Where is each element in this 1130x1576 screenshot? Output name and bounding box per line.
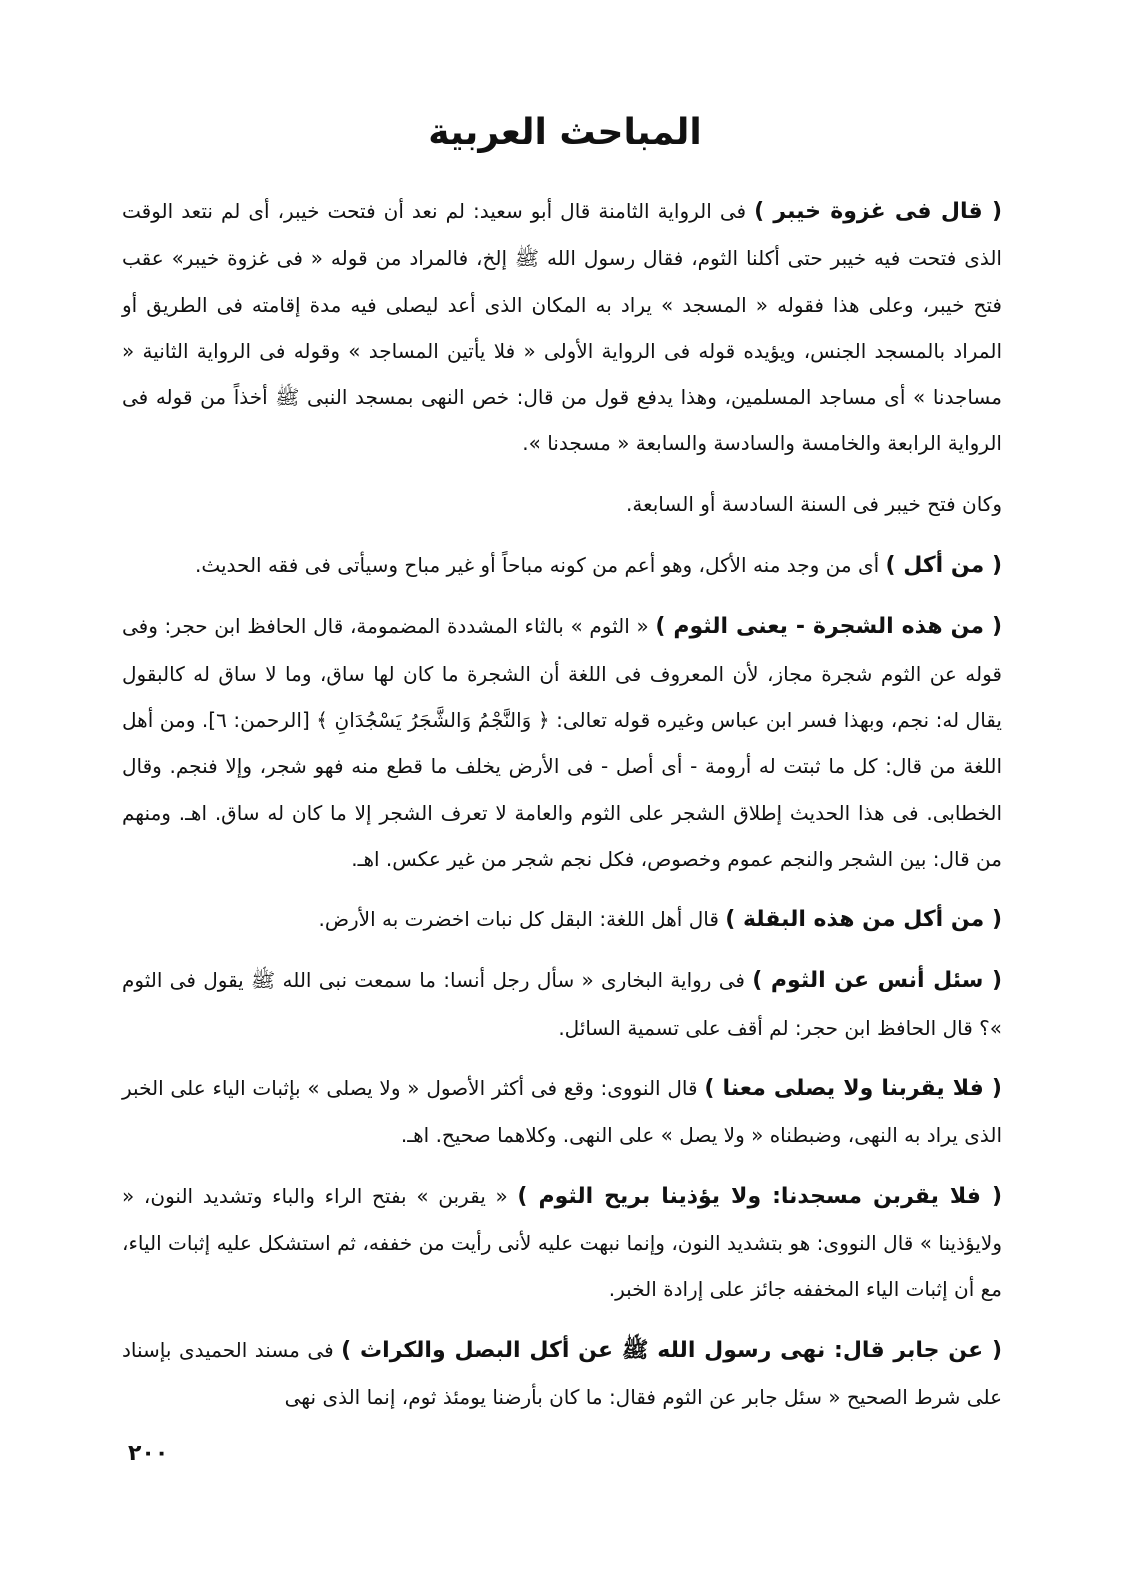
paragraph-lead: ( من هذه الشجرة - يعنى الثوم ) [655,614,1002,640]
page-title: المباحث العربية [428,112,702,153]
paragraph-text: قال النووى: وقع فى أكثر الأصول « ولا يصلى » بإثبات الياء على الخبر الذى يراد به النهى، وضبطناه « ولا يصل » على النهى. وكلاهما صحيح. اهـ. [122,1076,1002,1148]
paragraph-text: فى مسند الحميدى بإسناد على شرط الصحيح « سئل جابر عن الثوم فقال: ما كان بأرضنا يومئذ ثوم، إنما الذى نهى [122,1337,1002,1409]
paragraph-text: قال أهل اللغة: البقل كل نبات اخضرت به الأرض. [318,907,726,932]
paragraph-lead: ( فلا يقربنا ولا يصلى معنا ) [704,1076,1002,1102]
paragraph-anas [122,957,1002,1051]
paragraph-tree [122,603,1002,882]
paragraph-text: « يقربن » بفتح الراء والباء وتشديد النون، « ولايؤذينا » قال النووى: هو بتشديد النون، وإنما نبهت عليه لأنى رأيت من خففه، ثم استشكل عليه إثبات الياء، مع أن إثبات الياء المخففه جائز على إرادة الخبر. [122,1183,1002,1302]
paragraph-text: أى من وجد منه الأكل، وهو أعم من كونه مباحاً أو غير مباح وسيأتى فى فقه الحديث. [194,553,886,578]
paragraph-text: فى الرواية الثامنة قال أبو سعيد: لم نعد أن فتحت خيبر، أى لم نتعد الوقت الذى فتحت فيه خيبر حتى أكلنا الثوم، فقال رسول الله ﷺ إلخ، فالمراد من قوله « فى غزوة خيبر» عقب فتح خيبر، وعلى هذا فقوله « المسجد » يراد به المكان الذى أعد ليصلى فيه مدة إقامته فى الطريق أو المراد بالمسجد الجنس، ويؤيده قوله فى الرواية الأولى « فلا يأتين المساجد » وقوله فى الرواية الثانية « مساجدنا » أى مساجد المسلمين، وهذا يدفع قول من قال: خص النهى بمسجد النبى ﷺ أخذاً من قوله فى الرواية الرابعة والخامسة والسادسة والسابعة « مسجدنا ». [122,199,1002,456]
paragraph-lead: ( فلا يقربن مسجدنا: ولا يؤذينا بريح الثوم ) [517,1183,1003,1209]
paragraph-lead: ( من أكل من هذه البقلة ) [725,907,1002,933]
paragraph-lead: ( عن جابر قال: نهى رسول الله ﷺ عن أكل البصل والكراث ) [341,1337,1003,1363]
body-text [122,188,1002,1434]
paragraph-text: وكان فتح خيبر فى السنة السادسة أو السابعة. [626,491,1002,516]
paragraph-lead: ( سئل أنس عن الثوم ) [752,968,1003,994]
paragraph-lead: ( من أكل ) [885,553,1002,579]
paragraph-not-approach [122,1065,1002,1159]
paragraph-khaybar [122,188,1002,467]
paragraph-jabir [122,1327,1002,1421]
paragraph-herb [122,896,1002,943]
paragraph-text: « الثوم » بالثاء المشددة المضمومة، قال الحافظ ابن حجر: وفى قوله عن الثوم شجرة مجاز، لأن المعروف فى اللغة أن الشجرة ما كان لها ساق، وما لا ساق له كالبقول يقال له: نجم، وبهذا فسر ابن عباس وغيره قوله تعالى: ﴿ وَالنَّجْمُ وَالشَّجَرُ يَسْجُدَانِ ﴾ [الرحمن: ٦]. ومن أهل اللغة من قال: كل ما ثبتت له أرومة - أى أصل - فى الأرض يخلف ما قطع منه فهو شجر، وإلا فنجم. وقال الخطابى. فى هذا الحديث إطلاق الشجر على الثوم والعامة لا تعرف الشجر إلا ما كان له ساق. اهـ. ومنهم من قال: بين الشجر والنجم عموم وخصوص، فكل نجم شجر من غير عكس. اهـ. [122,614,1002,871]
paragraph-who-ate [122,542,1002,589]
paragraph-conquest-date [122,481,1002,528]
paragraph-text: فى رواية البخارى « سأل رجل أنسا: ما سمعت نبى الله ﷺ يقول فى الثوم »؟ قال الحافظ ابن حجر: لم أقف على تسمية السائل. [122,968,1002,1040]
page-number: ٢٠٠ [128,1441,169,1466]
paragraph-not-harm [122,1173,1002,1313]
paragraph-lead: ( قال فى غزوة خيبر ) [754,199,1003,224]
